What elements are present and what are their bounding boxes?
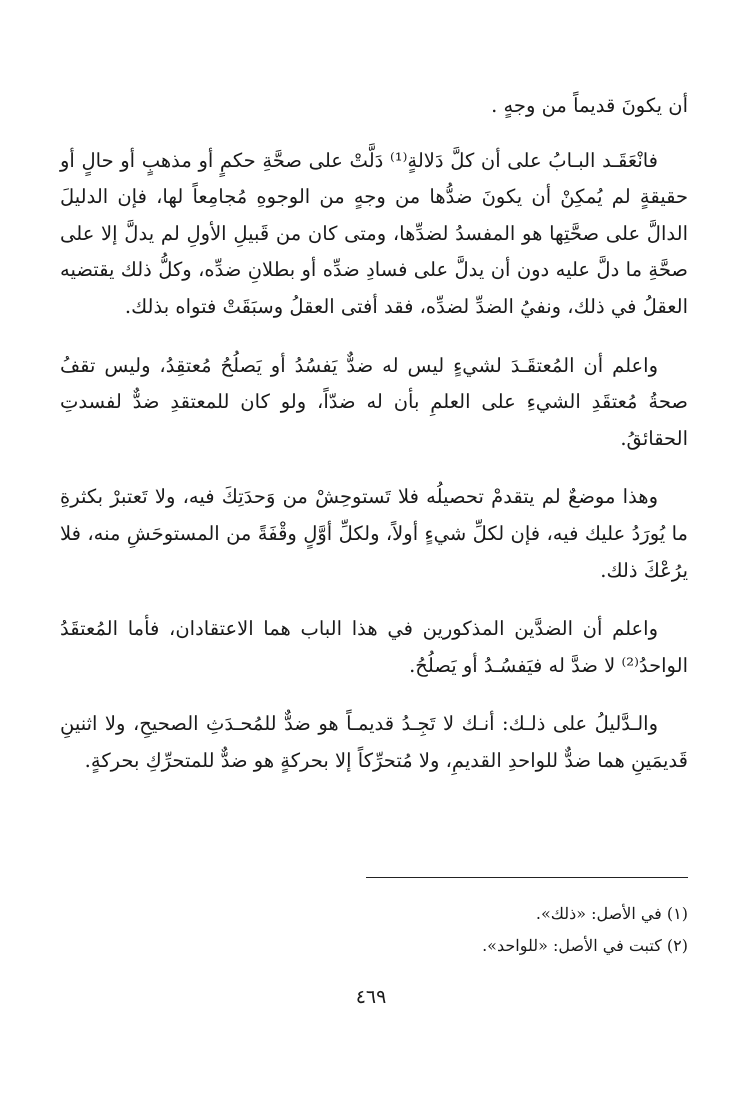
paragraph-6-text: والـدَّليلُ على ذلـك: أنـك لا تَجِـدُ قديمـاً هو ضدٌّ للمُحـدَثِ الصحيحِ، ولا اثنينِ قَديمَينِ هما ضدٌّ للواحدِ القديمِ، ولا مُتحرِّكاً إلا بحركةٍ هو ضدٌّ للمتحرِّكِ بحركةٍ. xyxy=(60,712,688,772)
paragraph-4-text: وهذا موضعٌ لم يتقدمْ تحصيلُه فلا تَستوحِشْ من وَحدَتِكَ فيه، ولا تَعتبرْ بكثرةِ ما يُورَدُ عليك فيه، فإن لكلِّ شيءٍ أولاً، ولكلِّ أوَّلٍ وقْفَةً من المستوحَشِ منه، فلا يرُعْكَ ذلك. xyxy=(60,485,688,582)
paragraph-5 xyxy=(60,611,688,684)
footnote-divider xyxy=(366,877,688,878)
paragraph-4 xyxy=(60,479,688,589)
paragraph-5-text: واعلم أن الضدَّين المذكورين في هذا الباب هما الاعتقادان، فأما المُعتقَدُ الواحدُ⁽²⁾ لا ضدَّ له فيَفسُـدُ أو يَصلُحُ. xyxy=(60,617,688,677)
page-number: ٤٦٩ xyxy=(355,986,387,1008)
footnote-1: (١) في الأصل: «ذلك». xyxy=(535,904,688,923)
paragraph-3-text: واعلم أن المُعتقَـدَ لشيءٍ ليس له ضدٌّ يَفسُدُ أو يَصلُحُ مُعتقِدُ، وليس تقفُ صحةُ مُعتقَدِ الشيءِ على العلمِ بأن له ضدّاً، ولو كان للمعتقدِ ضدٌّ لفسدتِ الحقائقُ. xyxy=(60,353,688,450)
paragraph-2-text: فانْعَقَـد البـابُ على أن كلَّ دَلالةٍ⁽¹⁾ دَلَّتْ على صحَّةِ حكمٍ أو مذهبٍ أو حالٍ أو حقيقةٍ لم يُمكِنْ أن يكونَ ضدُّها من وجهٍ من الوجوهِ مُجامِعاً لها، فإن الدليلَ الدالَّ على صحَّتِها هو المفسدُ لضدِّها، ومتى كان من قَبيلِ الأولِ لم يدلَّ إلا على صحَّةِ ما دلَّ عليه دون أن يدلَّ على فسادِ ضدِّه أو بطلانِ ضدِّه، وكلُّ ذلك يقتضيه العقلُ في ذلك، ونفيُ الضدِّ لضدِّه، فقد أفتى العقلُ وسبَقَتْ فتواه بذلك. xyxy=(60,148,688,318)
paragraph-1 xyxy=(60,88,688,125)
footnote-2: (٢) كتبت في الأصل: «للواحد». xyxy=(482,936,688,955)
paragraph-6 xyxy=(60,706,688,779)
paragraph-3 xyxy=(60,348,688,458)
paragraph-1-text: أن يكونَ قديماً من وجهٍ . xyxy=(491,94,688,117)
paragraph-2 xyxy=(60,143,688,326)
footnotes xyxy=(88,898,688,962)
main-text xyxy=(60,88,688,802)
